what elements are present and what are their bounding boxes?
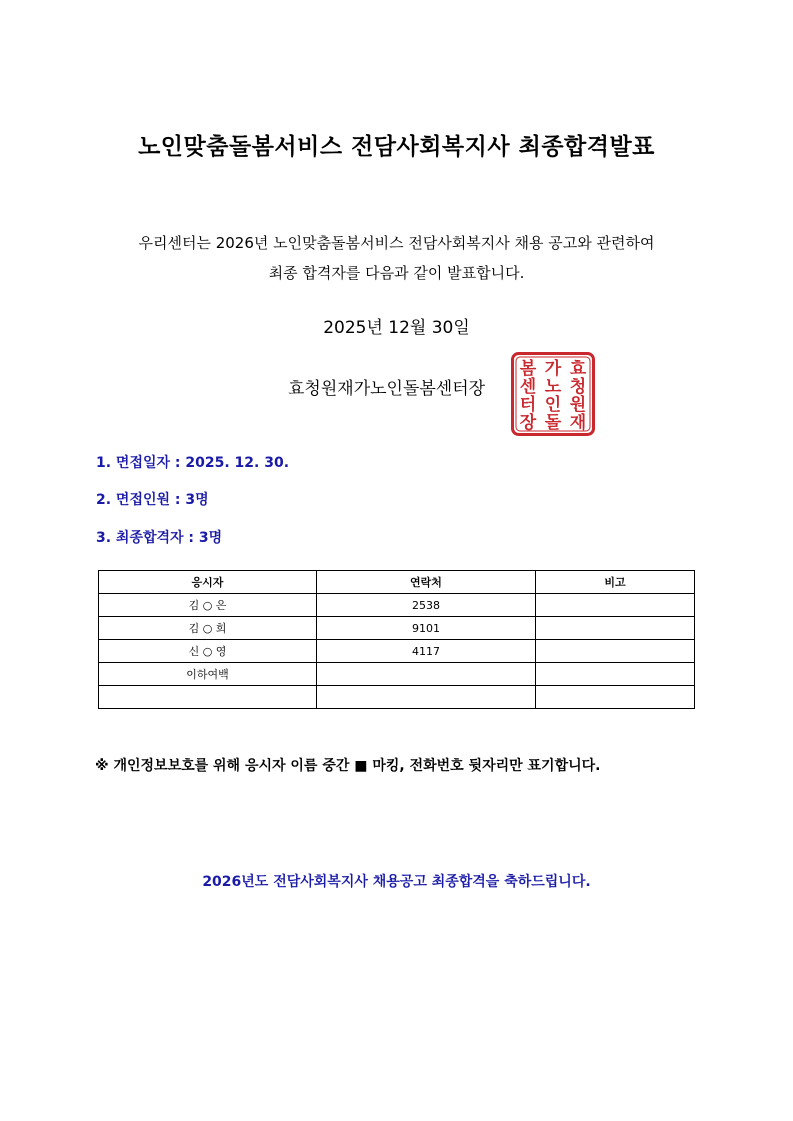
contact-cell: 2538 — [317, 594, 536, 617]
seal-character: 봄 — [519, 359, 537, 379]
seal-character: 원 — [569, 395, 587, 415]
interview-count: 2. 면접인원 : 3명 — [96, 492, 209, 508]
applicant-cell: 김 ○ 희 — [99, 617, 317, 640]
table-row — [99, 686, 695, 709]
contact-cell: 4117 — [317, 640, 536, 663]
remarks-cell — [536, 640, 695, 663]
organization-name: 효청원재가노인돌봄센터장 — [288, 379, 486, 399]
seal-character: 효 — [569, 359, 587, 379]
remarks-cell — [536, 686, 695, 709]
intro-line-1: 우리센터는 2026년 노인맞춤돌봄서비스 전담사회복지사 채용 공고와 관련하여 — [138, 234, 655, 252]
privacy-notice: ※ 개인정보보호를 위해 응시자 이름 중간 ■ 마킹, 전화번호 뒷자리만 표기합니다. — [95, 758, 601, 774]
remarks-cell — [536, 617, 695, 640]
header-remarks: 비고 — [536, 571, 695, 594]
seal-character: 노 — [544, 377, 562, 397]
table-row — [99, 594, 695, 617]
header-applicant: 응시자 — [99, 571, 317, 594]
interview-date: 1. 면접일자 : 2025. 12. 30. — [96, 455, 290, 471]
congratulations-message: 2026년도 전담사회복지사 채용공고 최종합격을 축하드립니다. — [202, 874, 591, 890]
announcement-date: 2025년 12월 30일 — [323, 318, 470, 338]
official-seal-icon — [511, 352, 595, 436]
applicant-cell: 이하여백 — [99, 663, 317, 686]
table-row — [99, 663, 695, 686]
seal-character: 장 — [519, 413, 537, 433]
remarks-cell — [536, 594, 695, 617]
seal-character: 가 — [544, 359, 562, 379]
applicant-cell — [99, 686, 317, 709]
applicant-cell: 김 ○ 은 — [99, 594, 317, 617]
header-contact: 연락처 — [317, 571, 536, 594]
seal-character: 돌 — [544, 413, 562, 433]
seal-character: 청 — [569, 377, 587, 397]
results-table — [98, 570, 695, 709]
contact-cell — [317, 686, 536, 709]
table-header-row — [99, 571, 695, 594]
seal-character: 센 — [519, 377, 537, 397]
table-row — [99, 617, 695, 640]
contact-cell — [317, 663, 536, 686]
page-title: 노인맞춤돌봄서비스 전담사회복지사 최종합격발표 — [138, 134, 655, 160]
final-pass-count: 3. 최종합격자 : 3명 — [96, 530, 223, 546]
table-row — [99, 640, 695, 663]
seal-character: 인 — [544, 395, 562, 415]
applicant-cell: 신 ○ 영 — [99, 640, 317, 663]
remarks-cell — [536, 663, 695, 686]
seal-character: 재 — [569, 413, 587, 433]
contact-cell: 9101 — [317, 617, 536, 640]
intro-line-2: 최종 합격자를 다음과 같이 발표합니다. — [268, 264, 525, 282]
seal-character: 터 — [519, 395, 537, 415]
